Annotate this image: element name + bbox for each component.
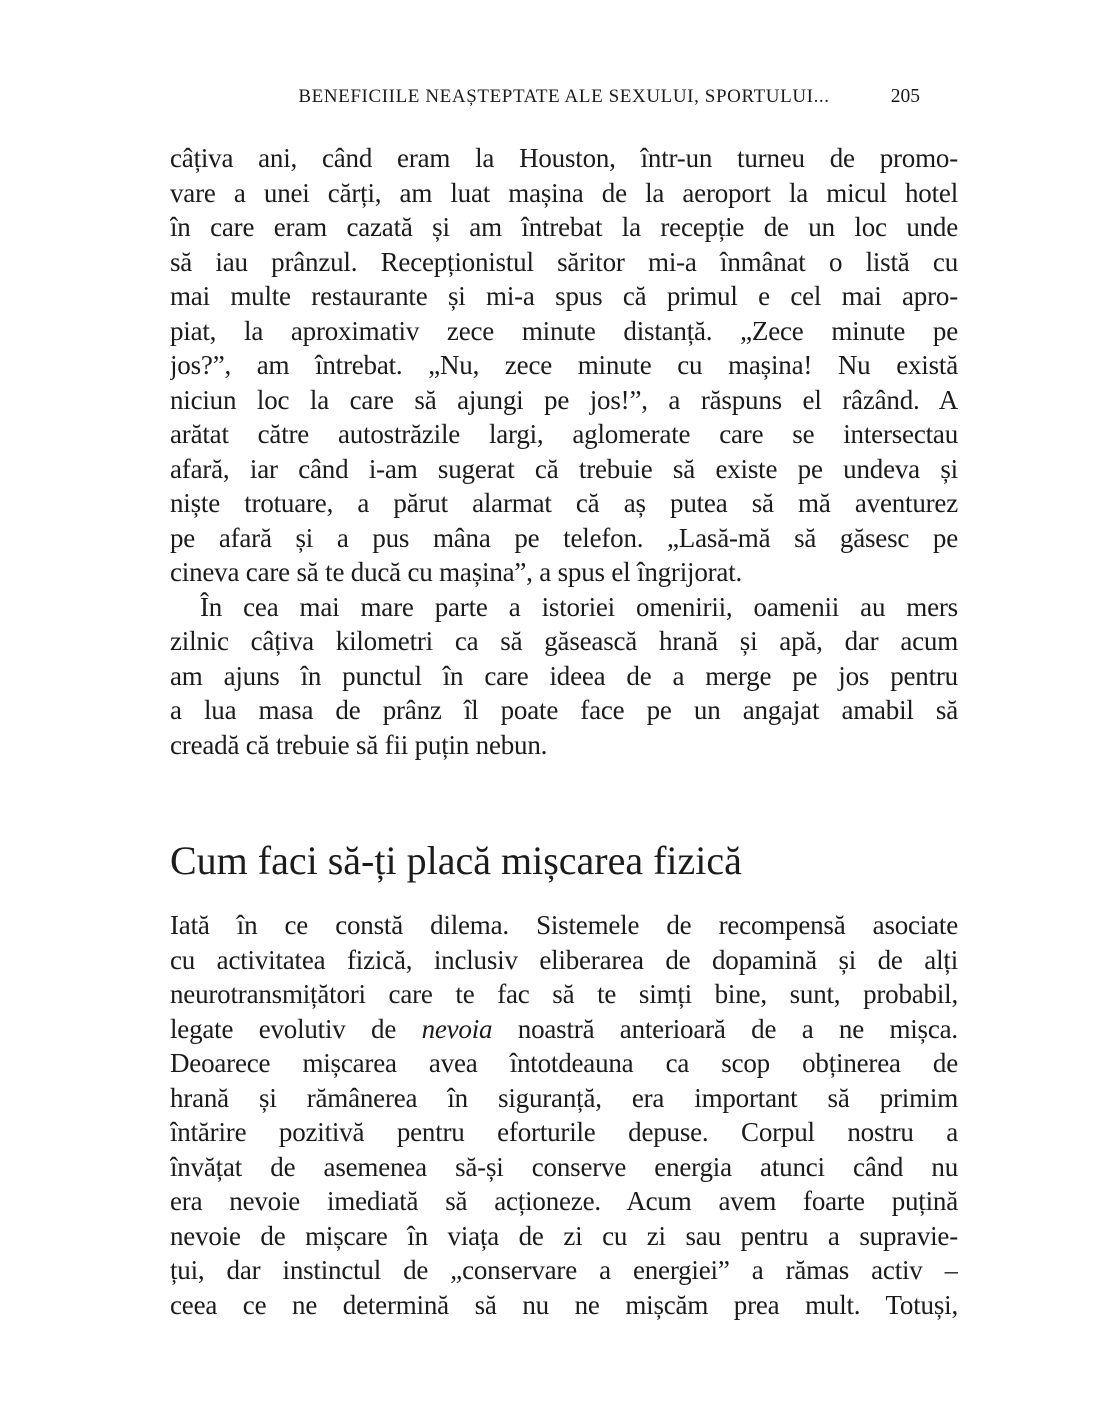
text-line: învățat de asemenea să-și conserve energia atunci când nu [170,1151,958,1182]
text-line: piat, la aproximativ zece minute distanță. „Zece minute pe [170,315,958,346]
page-number: 205 [890,86,920,107]
text-line: țui, dar instinctul de „conservare a energiei” a rămas activ – [170,1255,958,1285]
text-line: să iau prânzul. Recepționistul săritor mi-a înmânat o listă cu [170,246,958,277]
text-line: jos?”, am întrebat. „Nu, zece minute cu mașina! Nu există [170,350,958,380]
paragraph [170,908,958,1322]
text-line: afară, iar când i-am sugerat că trebuie să existe pe undeva și [170,453,958,484]
running-head: BENEFICIILE NEAȘTEPTATE ALE SEXULUI, SPORTULUI... [298,86,830,107]
section-heading: Cum faci să-ți placă mișcarea fizică [170,838,742,883]
text-line: nevoie de mișcare în viața de zi cu zi sau pentru a supravie- [170,1220,958,1251]
page-header [170,86,958,112]
text-line: legate evolutiv de nevoia noastră anterioară de a ne mișca. [170,1013,958,1044]
text-line: cu activitatea fizică, inclusiv eliberarea de dopamină și de alți [170,944,958,975]
text-line: cineva care să te ducă cu mașina”, a spus el îngrijorat. [170,557,743,587]
text-line: ceea ce ne determină să nu ne mișcăm prea mult. Totuși, [170,1289,958,1320]
text-line: în care eram cazată și am întrebat la recepție de un loc unde [170,212,958,242]
text-line: În cea mai mare parte a istoriei omenirii, oamenii au mers [200,591,958,622]
text-line: niciun loc la care să ajungi pe jos!”, a răspuns el râzând. A [170,384,958,415]
text-line: am ajuns în punctul în care ideea de a merge pe jos pentru [170,660,958,691]
text-line: Deoarece mișcarea avea întotdeauna ca scop obținerea de [170,1048,958,1078]
text-line: era nevoie imediată să acționeze. Acum avem foarte puțină [170,1186,958,1216]
text-line: câțiva ani, când eram la Houston, într-un turneu de promo- [170,143,958,173]
text-line: pe afară și a pus mâna pe telefon. „Lasă-mă să găsesc pe [170,522,958,553]
text-line: hrană și rămânerea în siguranță, era important să primim [170,1082,958,1113]
text-line: mai multe restaurante și mi-a spus că primul e cel mai apro- [170,281,958,311]
text-line: Iată în ce constă dilema. Sistemele de recompensă asociate [170,910,958,940]
text-line: a lua masa de prânz îl poate face pe un angajat amabil să [170,695,958,725]
paragraph [170,141,958,590]
text-column [170,141,958,1322]
text-line: creadă că trebuie să fii puțin nebun. [170,729,548,760]
text-line: arătat către autostrăzile largi, aglomerate care se intersectau [170,419,958,449]
text-line: zilnic câțiva kilometri ca să găsească hrană și apă, dar acum [170,626,958,656]
text-line: neurotransmițători care te fac să te simți bine, sunt, probabil, [170,979,958,1009]
text-line: vare a unei cărți, am luat mașina de la aeroport la micul hotel [170,177,958,208]
text-line: întărire pozitivă pentru eforturile depuse. Corpul nostru a [170,1117,958,1147]
paragraph [170,590,958,763]
text-line: niște trotuare, a părut alarmat că aș putea să mă aventurez [170,488,958,518]
